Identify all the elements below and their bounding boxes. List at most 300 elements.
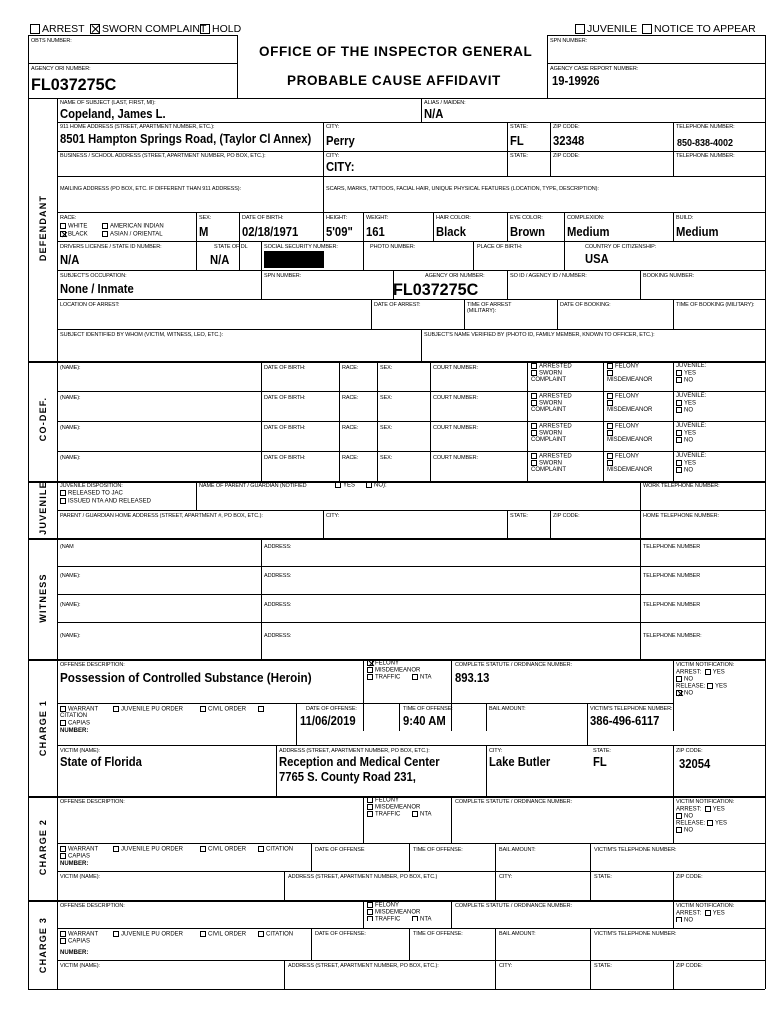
agency-ori-value: FL037275C	[31, 75, 117, 94]
ssn-label: SOCIAL SECURITY NUMBER:	[264, 244, 338, 250]
checkbox-icon	[531, 400, 537, 406]
checkbox-icon	[676, 467, 682, 473]
race-black-checkbox[interactable]	[60, 231, 88, 239]
juvenile-label: JUVENILE	[587, 23, 638, 35]
charge3-civil-label: CIVIL ORDER	[208, 931, 247, 938]
charge2-traffic-checkbox[interactable]	[367, 811, 400, 819]
work-phone-label: WORK TELEPHONE NUMBER:	[643, 483, 720, 489]
hold-checkbox[interactable]	[200, 23, 241, 35]
charge3-victim-address-label: ADDRESS (STREET, APARTMENT NUMBER, PO BOX, ETC.):	[288, 963, 439, 969]
checkbox-icon	[707, 683, 713, 689]
codef-1-misdemeanor-label: MISDEMEANOR	[607, 377, 653, 383]
form-title-affidavit: PROBABLE CAUSE AFFIDAVIT	[287, 73, 501, 88]
charge3-nta-label: NTA	[420, 916, 432, 921]
charge1-zip-label: ZIP CODE:	[676, 748, 703, 754]
codef-3-juvenile-no-label: NO	[684, 437, 693, 444]
hair-label: HAIR COLOR:	[436, 215, 471, 221]
charge1-civil-label: CIVIL ORDER	[208, 706, 247, 713]
parent-city-label: CITY:	[326, 513, 340, 519]
charge2-victim-address-label: ADDRESS (STREET, APARTMENT NUMBER, PO BOX, ETC.)	[288, 874, 438, 880]
section-label-codef: CO-DEF.	[38, 396, 48, 442]
codef-2-dob-label: DATE OF BIRTH:	[264, 395, 306, 401]
witness-3-name-label: (NAME):	[60, 602, 81, 608]
codef-1-juvenile-yes-label: YES	[684, 370, 697, 377]
charge3-citation-checkbox[interactable]	[258, 931, 293, 939]
checkbox-icon	[367, 797, 373, 803]
issued-nta-checkbox[interactable]	[60, 498, 151, 506]
charge1-victim-name-value: State of Florida	[60, 755, 142, 769]
charge3-felony-label: FELONY	[375, 902, 400, 909]
eye-value: Brown	[510, 225, 546, 239]
scars-marks-label: SCARS, MARKS, TATTOOS, FACIAL HAIR, UNIQUE PHYSICAL FEATURES (LOCATION, TYPE, DESCRIPTION):	[326, 186, 599, 192]
arrest-label: ARREST	[42, 23, 85, 35]
checkbox-icon	[676, 407, 682, 413]
charge3-capias-checkbox[interactable]	[60, 938, 90, 946]
charge2-warrant-label: WARRANT	[68, 846, 99, 853]
checkbox-icon	[200, 846, 206, 852]
citizenship-value: USA	[585, 252, 609, 266]
phone-label: TELEPHONE NUMBER:	[676, 124, 735, 130]
charge1-felony-label: FELONY	[375, 660, 400, 667]
witness-4-name-label: (NAME):	[60, 633, 81, 639]
checkbox-icon	[30, 24, 40, 34]
witness-3-address-label: ADDRESS:	[264, 602, 292, 608]
charge3-arrest-no-checkbox[interactable]	[676, 917, 693, 922]
charge1-nta-checkbox[interactable]	[412, 674, 432, 682]
date-of-booking-label: DATE OF BOOKING:	[560, 302, 611, 308]
business-zip-label: ZIP CODE:	[553, 153, 580, 159]
codef-4-juvenile-no-checkbox[interactable]	[676, 467, 693, 475]
name-verified-by-label: SUBJECT'S NAME VERIFIED BY (PHOTO ID, FAMILY MEMBER, KNOWN TO OFFICER, ETC.):	[424, 332, 655, 338]
checkbox-icon	[676, 377, 682, 383]
charge1-citation-text	[60, 713, 87, 720]
charge3-victim-name-label: VICTIM (NAME):	[60, 963, 100, 969]
charge2-release-no-checkbox[interactable]	[676, 827, 693, 835]
notice-to-appear-checkbox[interactable]	[642, 23, 756, 35]
location-of-arrest-label: LOCATION OF ARREST:	[60, 302, 120, 308]
codef-2-juvenile-yes-label: YES	[684, 400, 697, 407]
charge1-traffic-label: TRAFFIC	[375, 674, 401, 681]
charge1-time-offense-label: TIME OF OFFENSE:	[403, 706, 453, 712]
charge2-statute-label: COMPLETE STATUTE / ORDINANCE NUMBER:	[455, 799, 572, 805]
charge1-release-no-checkbox[interactable]	[676, 690, 693, 698]
checkbox-icon	[676, 813, 682, 819]
charge2-release-yes-label: YES	[715, 820, 728, 827]
charge3-offense-label: OFFENSE DESCRIPTION:	[60, 903, 125, 909]
charge1-zip-value: 32054	[679, 757, 711, 771]
charge3-civil-checkbox[interactable]	[200, 931, 246, 939]
parent-notified-yes-label: YES	[343, 482, 356, 489]
race-white-checkbox[interactable]	[60, 223, 87, 231]
mailing-address-label: MAILING ADDRESS (PO BOX, ETC. IF DIFFERENT THAN 911 ADDRESS):	[60, 186, 241, 192]
charge2-city-label: CITY:	[499, 874, 513, 880]
checkbox-icon	[60, 938, 66, 944]
charge2-zip-label: ZIP CODE:	[676, 874, 703, 880]
codef-4-arrested-label: ARRESTED	[539, 453, 572, 460]
parent-notified-no-checkbox[interactable]	[366, 482, 387, 490]
race-amind-checkbox[interactable]	[102, 223, 164, 231]
checkbox-icon	[60, 720, 66, 726]
alias-value: N/A	[424, 107, 444, 121]
charge3-misdemeanor-label: MISDEMEANOR	[375, 909, 421, 916]
charge3-number-label: NUMBER:	[60, 950, 89, 956]
home-address-label: 911 HOME ADDRESS (STREET, APARTMENT NUMBER, ETC.):	[60, 124, 215, 130]
charge2-citation-checkbox[interactable]	[258, 846, 293, 854]
charge2-date-offense-label: DATE OF OFFENSE	[315, 847, 365, 853]
charge1-state-value: FL	[593, 755, 607, 769]
charge2-arrest-no-label: NO	[684, 813, 693, 820]
charge3-zip-label: ZIP CODE:	[676, 963, 703, 969]
codef-3-juvenile-label: JUVENILE:	[676, 423, 707, 429]
zip-value: 32348	[553, 134, 585, 148]
juvenile-checkbox[interactable]	[575, 23, 637, 35]
checkbox-icon	[367, 916, 373, 921]
checkbox-icon	[60, 498, 66, 504]
codef-1-dob-label: DATE OF BIRTH:	[264, 365, 306, 371]
codef-2-misdemeanor-label: MISDEMEANOR	[607, 407, 653, 413]
business-address-label: BUSINESS / SCHOOL ADDRESS (STREET, APARTMENT NUMBER, PO BOX, ETC.):	[60, 153, 266, 159]
charge1-victim-address-line1: Reception and Medical Center	[279, 755, 440, 769]
checkbox-icon	[531, 453, 537, 459]
checkbox-icon	[60, 846, 66, 852]
codef-4-race-label: RACE:	[342, 455, 359, 461]
codef-1-name-label: (NAME):	[60, 365, 81, 371]
checkbox-icon	[367, 674, 373, 680]
section-label-defendant: DEFENDANT	[38, 194, 48, 262]
so-id-label: SO ID / AGENCY ID / NUMBER:	[510, 273, 587, 279]
charge2-civil-label: CIVIL ORDER	[208, 846, 247, 853]
charge1-civil-checkbox[interactable]	[200, 706, 246, 714]
charge2-capias-label: CAPIAS	[68, 853, 91, 860]
checkbox-icon	[676, 676, 682, 682]
parent-notified-no-label: NO):	[374, 482, 387, 489]
codef-3-complaint-label: COMPLAINT	[531, 437, 567, 443]
charge1-citation-label: CITATION	[60, 713, 88, 719]
charge1-capias-label: CAPIAS	[68, 720, 91, 727]
charge1-city-label: CITY:	[489, 748, 503, 754]
witness-2-phone-label: TELEPHONE NUMBER	[643, 573, 701, 579]
charge2-state-label: STATE:	[594, 874, 612, 880]
codef-2-race-label: RACE:	[342, 395, 359, 401]
section-label-witness: WITNESS	[38, 573, 48, 623]
codef-3-court-label: COURT NUMBER:	[433, 425, 478, 431]
sworn-complaint-checkbox[interactable]	[90, 23, 206, 35]
parent-notified-yes-checkbox[interactable]	[335, 482, 355, 490]
checkbox-icon	[607, 430, 613, 436]
codef-3-felony-label: FELONY	[615, 423, 640, 430]
codef-4-court-label: COURT NUMBER:	[433, 455, 478, 461]
codef-3-misdemeanor-label: MISDEMEANOR	[607, 437, 653, 443]
sex-label: SEX:	[199, 215, 212, 221]
charge1-number-label: NUMBER:	[60, 728, 89, 734]
checkbox-icon	[607, 370, 613, 376]
checkbox-icon	[676, 917, 682, 922]
business-city-label: CITY:	[326, 153, 340, 159]
charge1-victim-address-line2: 7765 S. County Road 231,	[279, 770, 416, 784]
race-amind-label: AMERICAN INDIAN	[110, 223, 164, 230]
codef-1-race-label: RACE:	[342, 365, 359, 371]
codef-3-name-label: (NAME):	[60, 425, 81, 431]
charge1-statute-value: 893.13	[455, 671, 490, 685]
charge3-nta-checkbox[interactable]	[412, 916, 432, 921]
checkbox-icon	[200, 931, 206, 937]
parent-zip-label: ZIP CODE:	[553, 513, 580, 519]
released-to-jac-label: RELEASED TO JAC	[68, 490, 123, 497]
place-of-birth-label: PLACE OF BIRTH:	[477, 244, 523, 250]
checkbox-icon	[60, 223, 66, 229]
codef-2-complaint-label: COMPLAINT	[531, 407, 567, 413]
checkbox-checked-icon	[367, 660, 373, 666]
charge1-time-offense-value: 9:40 AM	[403, 714, 446, 728]
checkbox-icon	[607, 460, 613, 466]
charge3-victim-notification-label: VICTIM NOTIFICATION:	[676, 903, 735, 909]
checkbox-icon	[607, 453, 613, 459]
business-phone-label: TELEPHONE NUMBER:	[676, 153, 735, 159]
codef-2-juvenile-label: JUVENILE:	[676, 393, 707, 399]
charge3-statute-label: COMPLETE STATUTE / ORDINANCE NUMBER:	[455, 903, 572, 909]
codef-1-complaint-label: COMPLAINT	[531, 377, 567, 383]
juvenile-disposition-label: JUVENILE DISPOSITION:	[60, 483, 123, 489]
charge2-civil-checkbox[interactable]	[200, 846, 246, 854]
checkbox-icon	[676, 370, 682, 376]
checkbox-icon	[707, 820, 713, 826]
codef-4-juvenile-label: JUVENILE:	[676, 453, 707, 459]
checkbox-icon	[200, 24, 210, 34]
charge1-victim-phone-value: 386-496-6117	[590, 714, 660, 728]
checkbox-icon	[531, 460, 537, 466]
charge1-offense-label: OFFENSE DESCRIPTION:	[60, 662, 125, 668]
checkbox-icon	[412, 811, 418, 817]
charge1-victim-phone-label: VICTIM'S TELEPHONE NUMBER:	[590, 706, 673, 712]
codef-4-dob-label: DATE OF BIRTH:	[264, 455, 306, 461]
checkbox-checked-icon	[60, 231, 66, 237]
charge1-juv-pu-checkbox[interactable]	[113, 706, 183, 714]
checkbox-icon	[102, 223, 108, 229]
dob-value: 02/18/1971	[242, 225, 299, 239]
charge1-blank-checkbox[interactable]	[258, 706, 266, 714]
charge3-state-label: STATE:	[594, 963, 612, 969]
checkbox-icon	[705, 806, 711, 812]
booking-number-label: BOOKING NUMBER:	[643, 273, 695, 279]
weight-label: WEIGHT:	[366, 215, 389, 221]
home-phone-label: HOME TELEPHONE NUMBER:	[643, 513, 719, 519]
checkbox-icon	[367, 902, 373, 908]
charge3-warrant-label: WARRANT	[68, 931, 99, 938]
codef-2-felony-label: FELONY	[615, 393, 640, 400]
checkbox-icon	[642, 24, 652, 34]
charge3-juv-pu-checkbox[interactable]	[113, 931, 183, 939]
codef-2-juvenile-no-checkbox[interactable]	[676, 407, 693, 415]
date-of-arrest-label: DATE OF ARREST:	[374, 302, 421, 308]
charge2-offense-label: OFFENSE DESCRIPTION:	[60, 799, 125, 805]
checkbox-icon	[531, 370, 537, 376]
checkbox-icon	[575, 24, 585, 34]
obts-number-label: OBTS NUMBER:	[31, 38, 72, 44]
witness-2-name-label: (NAME):	[60, 573, 81, 579]
checkbox-icon	[705, 669, 711, 675]
codef-4-misdemeanor-label: MISDEMEANOR	[607, 467, 653, 473]
charge1-arrest-no-label: NO	[684, 676, 693, 683]
time-of-arrest-label: TIME OF ARREST (MILITARY):	[467, 302, 512, 314]
sworn-complaint-label: SWORN COMPLAINT	[102, 23, 207, 35]
complexion-value: Medium	[567, 225, 610, 239]
defendant-spn-label: SPN NUMBER:	[264, 273, 302, 279]
codef-1-sex-label: SEX:	[380, 365, 393, 371]
checkbox-icon	[113, 846, 119, 852]
checkbox-icon	[258, 931, 264, 937]
codef-1-juvenile-no-checkbox[interactable]	[676, 377, 693, 385]
charge3-citation-label: CITATION	[266, 931, 294, 938]
charge1-city-value: Lake Butler	[489, 755, 551, 769]
parent-name-label: NAME OF PARENT / GUARDIAN (NOTIFIED	[199, 483, 307, 489]
charge2-release-label: RELEASE:	[676, 820, 706, 827]
charge2-misdemeanor-label: MISDEMEANOR	[375, 804, 421, 811]
business-state-label: STATE:	[510, 153, 528, 159]
checkbox-icon	[705, 910, 711, 916]
codef-3-race-label: RACE:	[342, 425, 359, 431]
sex-value: M	[199, 225, 209, 239]
charge1-misdemeanor-label: MISDEMEANOR	[375, 667, 421, 674]
time-of-booking-label: TIME OF BOOKING (MILITARY):	[676, 302, 755, 308]
codef-2-sworn-label: SWORN	[539, 400, 562, 407]
charge1-capias-checkbox[interactable]	[60, 720, 90, 728]
witness-1-name-label: (NAM	[60, 544, 74, 550]
codef-4-juvenile-no-label: NO	[684, 467, 693, 474]
checkbox-icon	[676, 400, 682, 406]
state-value: FL	[510, 134, 524, 148]
zip-label: ZIP CODE:	[553, 124, 580, 130]
charge1-juv-pu-label: JUVENILE PU ORDER	[121, 706, 184, 713]
spn-number-label: SPN NUMBER:	[550, 38, 588, 44]
home-address: 8501 Hampton Springs Road, (Taylor Cl Annex)	[60, 132, 312, 146]
height-label: HEIGHT:	[326, 215, 347, 221]
codef-1-sworn-label: SWORN	[539, 370, 562, 377]
checkbox-icon	[607, 363, 613, 369]
race-asian-label: ASIAN / ORIENTAL	[110, 231, 163, 238]
codef-2-juvenile-no-label: NO	[684, 407, 693, 414]
charge3-arrest-label: ARREST:	[676, 910, 702, 917]
codef-3-sex-label: SEX:	[380, 425, 393, 431]
checkbox-icon	[113, 931, 119, 937]
witness-3-phone-label: TELEPHONE NUMBER	[643, 602, 701, 608]
codef-4-name-label: (NAME):	[60, 455, 81, 461]
city-label: CITY:	[326, 124, 340, 130]
checkbox-icon	[367, 804, 373, 810]
witness-4-address-label: ADDRESS:	[264, 633, 292, 639]
charge2-victim-notification-label: VICTIM NOTIFICATION:	[676, 799, 735, 805]
codef-2-name-label: (NAME):	[60, 395, 81, 401]
checkbox-icon	[200, 706, 206, 712]
charge2-nta-checkbox[interactable]	[412, 811, 432, 819]
checkbox-icon	[60, 853, 66, 859]
defendant-name: Copeland, James L.	[60, 107, 166, 121]
checkbox-icon	[412, 916, 418, 921]
phone-value: 850-838-4002	[677, 138, 734, 149]
section-label-juvenile: JUVENILE	[38, 481, 48, 535]
charge1-victim-name-label: VICTIM (NAME):	[60, 748, 100, 754]
checkbox-icon	[366, 482, 372, 488]
agency-case-value: 19-19926	[552, 74, 600, 88]
build-label: BUILD:	[676, 215, 694, 221]
business-city-value: CITY:	[326, 160, 355, 174]
charge1-traffic-checkbox[interactable]	[367, 674, 400, 682]
checkbox-icon	[367, 667, 373, 673]
charge1-bail-label: BAIL AMOUNT:	[489, 706, 526, 712]
charge2-juv-pu-label: JUVENILE PU ORDER	[121, 846, 184, 853]
drivers-license-label: DRIVERS LICENSE / STATE ID NUMBER:	[60, 244, 162, 250]
charge3-traffic-label: TRAFFIC	[375, 916, 401, 921]
released-to-jac-checkbox[interactable]	[60, 490, 123, 498]
defendant-agency-ori-value: FL037275C	[393, 280, 479, 299]
charge3-victim-phone-label: VICTIM'S TELEPHONE NUMBER:	[594, 931, 677, 937]
parent-address-label: PARENT / GUARDIAN HOME ADDRESS (STREET, APARTMENT #, PO BOX, ETC.):	[60, 513, 263, 519]
checkbox-icon	[60, 490, 66, 496]
witness-1-phone-label: TELEPHONE NUMBER	[643, 544, 701, 550]
checkbox-icon	[531, 430, 537, 436]
city-value: Perry	[326, 134, 355, 148]
checkbox-icon	[60, 706, 66, 712]
charge2-nta-label: NTA	[420, 811, 432, 818]
witness-1-address-label: ADDRESS:	[264, 544, 292, 550]
codef-3-juvenile-no-checkbox[interactable]	[676, 437, 693, 445]
codef-2-sex-label: SEX:	[380, 395, 393, 401]
checkbox-icon	[607, 400, 613, 406]
charge3-bail-label: BAIL AMOUNT:	[499, 931, 536, 937]
checkbox-icon	[367, 811, 373, 817]
charge2-capias-checkbox[interactable]	[60, 853, 90, 861]
charge3-city-label: CITY:	[499, 963, 513, 969]
checkbox-icon	[607, 393, 613, 399]
dl-state-value: N/A	[210, 253, 230, 267]
charge1-release-label: RELEASE:	[676, 683, 706, 690]
alias-label: ALIAS / MAIDEN:	[424, 100, 466, 106]
dob-label: DATE OF BIRTH:	[242, 215, 284, 221]
charge1-date-offense-value: 11/06/2019	[300, 714, 356, 728]
photo-number-label: PHOTO NUMBER:	[370, 244, 416, 250]
codef-4-juvenile-yes-label: YES	[684, 460, 697, 467]
issued-nta-label: ISSUED NTA AND RELEASED	[68, 498, 151, 505]
hair-value: Black	[436, 225, 467, 239]
charge2-victim-name-label: VICTIM (NAME):	[60, 874, 100, 880]
charge1-statute-label: COMPLETE STATUTE / ORDINANCE NUMBER:	[455, 662, 572, 668]
charge3-time-offense-label: TIME OF OFFENSE:	[413, 931, 463, 937]
witness-4-phone-label: TELEPHONE NUMBER:	[643, 633, 702, 639]
charge1-arrest-yes-label: YES	[712, 669, 725, 676]
state-label: STATE:	[510, 124, 528, 130]
checkbox-icon	[531, 393, 537, 399]
checkbox-icon	[676, 827, 682, 833]
checkbox-checked-icon	[676, 690, 682, 696]
charge2-traffic-label: TRAFFIC	[375, 811, 401, 818]
charge3-traffic-checkbox[interactable]	[367, 916, 400, 921]
checkbox-icon	[412, 674, 418, 680]
codef-2-arrested-label: ARRESTED	[539, 393, 572, 400]
section-label-charge1: CHARGE 1	[38, 699, 48, 757]
charge2-juv-pu-checkbox[interactable]	[113, 846, 183, 854]
citizenship-label: COUNTRY OF CITIZENSHIP:	[585, 244, 657, 250]
defendant-name-label: NAME OF SUBJECT (LAST, FIRST, MI):	[60, 100, 156, 106]
form-title-office: OFFICE OF THE INSPECTOR GENERAL	[259, 44, 533, 59]
charge1-arrest-label: ARREST:	[676, 669, 702, 676]
arrest-checkbox[interactable]	[30, 23, 85, 35]
race-white-label: WHITE	[68, 223, 88, 230]
checkbox-icon	[607, 423, 613, 429]
charge3-date-offense-label: DATE OF OFFENSE:	[315, 931, 366, 937]
checkbox-icon	[113, 706, 119, 712]
race-asian-checkbox[interactable]	[102, 231, 163, 239]
parent-state-label: STATE:	[510, 513, 528, 519]
witness-2-address-label: ADDRESS:	[264, 573, 292, 579]
